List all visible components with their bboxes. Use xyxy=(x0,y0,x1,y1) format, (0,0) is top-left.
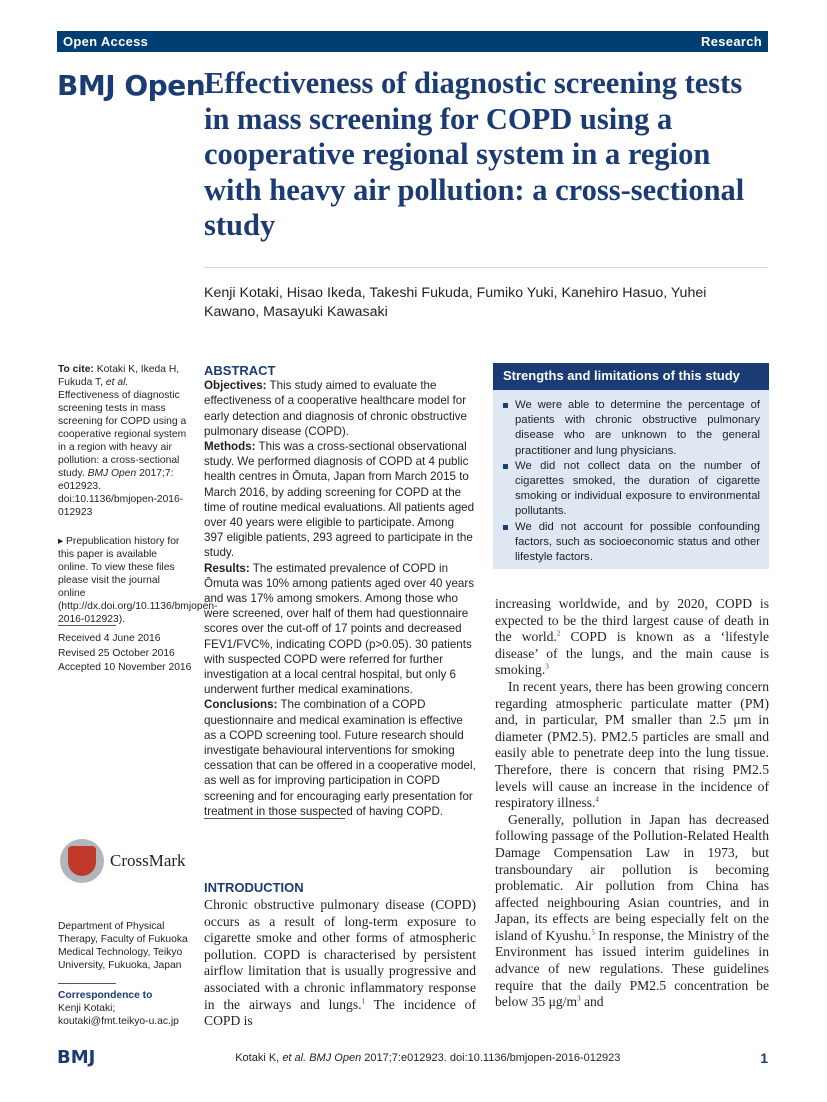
abstract-objectives: Objectives: This study aimed to evaluate the effectiveness of a cooperative healthcare model for early detection and diagnosis of chronic obstructive pulmonary disease (COPD). xyxy=(204,379,467,438)
correspondence-email[interactable]: koutaki@fmt.teikyo-u.ac.jp xyxy=(58,1016,179,1027)
introduction-paragraph: Chronic obstructive pulmonary disease (COPD) occurs as a result of long-term exposure to cigarette smoke and other forms of atmospheric pollution. COPD is characterised by persistent airflow limitation that is usually progressive and associated with a chronic inflammatory response in the airways and lungs.$^1$ The incidence of COPD is xyxy=(204,897,476,1029)
cite-label: To cite: xyxy=(58,364,94,375)
list-item: We did not account for possible confounding factors, such as socioeconomic status and other lifestyle factors. xyxy=(503,520,760,566)
ref-link[interactable]: 1 xyxy=(361,997,366,1006)
abstract-methods: Methods: This was a cross-sectional observational study. We performed diagnosis of COPD at 4 public health centres in Ōmuta, Japan from March 2015 to March 2016, by adding screening for COPD at the time of routine medical evaluations. All patients aged over 40 years were eligible to participate. Among 397 eligible patients, 293 agreed to participate in the study. xyxy=(204,440,475,560)
body-paragraph: In recent years, there has been growing concern regarding atmospheric particulate matter (PM) and, in particular, PM smaller than 2.5 μm in diameter (PM2.5). PM2.5 particles are small and easily able to penetrate deep into the lung tissue. Therefore, there is concern that rising PM2.5 levels will cause an increase in the incidence of respiratory illness.$^4$ xyxy=(495,678,769,811)
abstract-conclusions: Conclusions: The combination of a COPD questionnaire and medical examination is effective as a COPD screening tool. Future research should investigate behavioural interventions for smoking cessation that can be offered in a cooperative model, as well as for improving participation in COPD screening and for encouraging early presentation for treatment in those suspected of having COPD. xyxy=(204,698,476,818)
page-footer xyxy=(57,1047,768,1068)
correspondence-name: Kenji Kotaki; xyxy=(58,1003,116,1014)
revised-date: Revised 25 October 2016 xyxy=(58,647,175,659)
bullet-icon xyxy=(503,403,508,408)
abstract-heading: ABSTRACT xyxy=(204,363,276,378)
dates-rule xyxy=(58,625,116,626)
cite-authors: Kotaki K, Ikeda H, Fukuda T, xyxy=(58,364,180,388)
author-list: Kenji Kotaki, Hisao Ikeda, Takeshi Fukuda, Fumiko Yuki, Kanehiro Hasuo, Yuhei Kawano, Masayuki Kawasaki xyxy=(204,285,707,320)
accepted-date: Accepted 10 November 2016 xyxy=(58,662,192,673)
crossmark-icon xyxy=(60,839,104,883)
prepub-text[interactable]: Prepublication history for this paper is available online. To view these files please visit the journal online (http://dx.doi.org/10.1136/bmjopen-2016-012923). xyxy=(58,536,218,625)
affiliation: Department of Physical Therapy, Faculty of Fukuoka Medical Technology, Teikyo University, Fukuoka, Japan xyxy=(58,921,188,971)
title-rule xyxy=(204,267,768,268)
page-number: 1 xyxy=(760,1049,768,1066)
triangle-icon: ▸ xyxy=(58,536,67,547)
journal-logo[interactable]: BMJ Open xyxy=(57,69,206,102)
correspondence xyxy=(58,989,198,1028)
ref-link[interactable]: 4 xyxy=(595,795,599,804)
introduction-heading: INTRODUCTION xyxy=(204,880,304,895)
correspondence-rule xyxy=(58,983,116,984)
strengths-box xyxy=(493,363,769,569)
header-bar xyxy=(57,31,768,52)
correspondence-label: Correspondence to xyxy=(58,990,153,1001)
footer-logo: BMJ xyxy=(57,1047,96,1068)
open-access-label: Open Access xyxy=(63,34,149,49)
body-paragraph: Generally, pollution in Japan has decreased following passage of the Pollution-Related Health Damage Compensation Law in 1973, but transboundary air pollution is becoming problematic. Air pollution from China has affected neighbouring Asian countries, and in Japan, its effects are being especially felt on the island of Kyushu.$^5$ In response, the Ministry of the Environment has issued interim guidelines in advance of new regulations. These guidelines require that the daily PM2.5 concentration be below 35 $\mu g/m^3$ and xyxy=(495,811,769,1010)
bullet-icon xyxy=(503,464,508,469)
abstract-end-rule xyxy=(204,818,345,819)
footer-citation: Kotaki K, et al. BMJ Open 2017;7:e012923. doi:10.1136/bmjopen-2016-012923 xyxy=(235,1051,621,1064)
abstract xyxy=(204,363,476,819)
abstract-results: Results: The estimated prevalence of COPD in Ōmuta was 10% among patients aged over 40 years and was 17% among smokers. Among those who were screened, over half of them had questionnaire scores over the cut-off of 17 points and decreased FEV1/FVC%, indicating COPD (p>0.05). 30 patients with suspected COPD were referred for further investigation at a local central hospital, but only 6 underwent further medical examinations. xyxy=(204,561,475,697)
cite-block xyxy=(58,363,190,519)
strengths-heading: Strengths and limitations of this study xyxy=(493,363,769,390)
ref-link[interactable]: 2 xyxy=(556,629,561,638)
ref-link[interactable]: 5 xyxy=(591,928,595,937)
body-column-right xyxy=(495,596,769,1011)
prepublication-note xyxy=(58,535,218,626)
history-dates xyxy=(58,632,198,676)
cite-etal: et al. xyxy=(105,377,129,388)
list-item: We did not collect data on the number of cigarettes smoked, the duration of cigarette smoking or individual exposure to environmental pollutants. xyxy=(503,459,760,520)
crossmark-badge[interactable] xyxy=(60,839,186,883)
list-item: We were able to determine the percentage of patients with chronic obstructive pulmonary disease who are unknown to the general practitioner and lung physicians. xyxy=(503,398,760,459)
received-date: Received 4 June 2016 xyxy=(58,633,161,644)
ref-link[interactable]: 3 xyxy=(545,662,549,671)
article-title: Effectiveness of diagnostic screening tests in mass screening for COPD using a cooperative regional system in a region with heavy air pollution: a cross-sectional study xyxy=(204,66,745,242)
section-label: Research xyxy=(701,34,762,49)
crossmark-label: CrossMark xyxy=(110,851,186,870)
cite-journal: BMJ Open xyxy=(87,468,137,479)
cite-title: Effectiveness of diagnostic screening tests in mass screening for COPD using a cooperative regional system in a region with heavy air pollution: a cross-sectional study. xyxy=(58,390,187,479)
body-paragraph: increasing worldwide, and by 2020, COPD is expected to be the third largest cause of death in the world.$^2$ COPD is known as a ‘lifestyle disease’ of the lungs, and the main cause is smoking.$^3$ xyxy=(495,596,769,678)
cite-doi[interactable]: 2017;7: e012923. doi:10.1136/bmjopen-2016-012923 xyxy=(58,468,184,518)
bullet-icon xyxy=(503,525,508,530)
